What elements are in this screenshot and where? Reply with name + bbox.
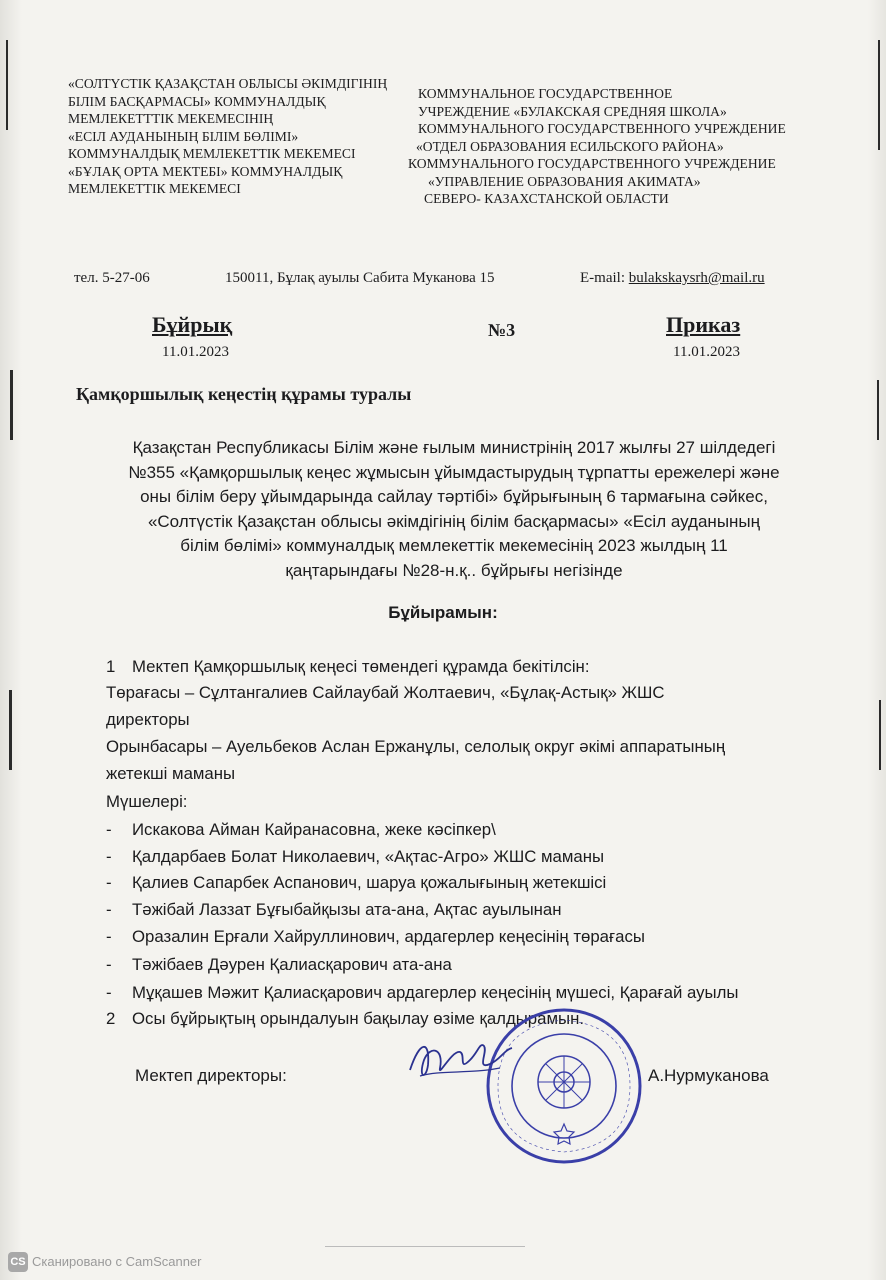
- order-subject: Қамқоршылық кеңестің құрамы туралы: [76, 384, 412, 404]
- header-line: КОММУНАЛДЫҚ МЕМЛЕКЕТТІК МЕКЕМЕСІ: [68, 146, 356, 161]
- header-line: СЕВЕРО- КАЗАХСТАНСКОЙ ОБЛАСТИ: [424, 191, 669, 206]
- scan-artifact: [10, 370, 13, 440]
- email-label: E-mail:: [580, 270, 629, 286]
- header-line: «СОЛТҮСТІК ҚАЗАҚСТАН ОБЛЫСЫ ӘКІМДІГІНІҢ: [68, 76, 388, 91]
- preamble-line: «Солтүстік Қазақстан облысы әкімдігінің білім басқармасы» «Есіл ауданының: [147, 511, 761, 531]
- member-text: Оразалин Ерғали Хайруллинович, ардагерлер кеңесінің төрағасы: [132, 927, 645, 946]
- chair-line: директоры: [106, 710, 190, 729]
- order-title-kazakh: Бұйрық: [152, 312, 233, 337]
- dash-bullet: -: [106, 983, 112, 1002]
- deputy-line: Орынбасары – Ауельбеков Аслан Ержанұлы, селолық округ әкімі аппаратының: [106, 737, 726, 756]
- scan-artifact: [879, 700, 881, 770]
- preamble-line: білім бөлімі» коммуналдық мемлекеттік мекемесінің 2023 жылдың 11: [180, 536, 728, 556]
- header-line: МЕМЛЕКЕТТІК МЕКЕМЕСІ: [68, 181, 241, 196]
- preamble-line: қаңтарындағы №28-н.қ.. бұйрығы негізінде: [285, 560, 623, 580]
- camscanner-watermark: Сканировано с CamScanner: [32, 1254, 202, 1269]
- member-text: Мұқашев Мәжит Қалиасқарович ардагерлер кеңесінің мүшесі, Қарағай ауылы: [132, 983, 739, 1002]
- header-line: КОММУНАЛЬНОЕ ГОСУДАРСТВЕННОЕ: [418, 86, 673, 101]
- order-title-russian: Приказ: [666, 312, 741, 337]
- camscanner-logo-icon: CS: [8, 1252, 28, 1272]
- chair-line: Төрағасы – Сұлтангалиев Сайлаубай Жолтаевич, «Бұлақ-Астық» ЖШС: [106, 683, 665, 702]
- header-line: «БҰЛАҚ ОРТА МЕКТЕБІ» КОММУНАЛДЫҚ: [68, 163, 343, 179]
- scan-right-edge: [868, 0, 886, 1280]
- member-text: Тәжібаев Дәурен Қалиасқарович ата-ана: [132, 955, 452, 974]
- scan-bottom-line: [325, 1246, 525, 1247]
- dash-bullet: -: [106, 820, 112, 839]
- seal-star-icon: [554, 1124, 574, 1144]
- header-line: БІЛІМ БАСҚАРМАСЫ» КОММУНАЛДЫҚ: [68, 93, 326, 109]
- item-text: Мектеп Қамқоршылық кеңесі төмендегі құрамда бекітілсін:: [132, 657, 590, 676]
- scan-left-edge: [0, 0, 22, 1280]
- dash-bullet: -: [106, 900, 112, 919]
- deputy-line: жетекші маманы: [106, 764, 236, 783]
- scan-artifact: [878, 40, 880, 150]
- scan-artifact: [6, 40, 8, 130]
- order-date-kazakh: 11.01.2023: [162, 344, 229, 360]
- scan-artifact: [9, 690, 12, 770]
- header-line: МЕМЛЕКЕТТТІК МЕКЕМЕСІНІҢ: [68, 111, 274, 126]
- preamble-line: Қазақстан Республикасы Білім және ғылым министрінің 2017 жылғы 27 шілдедегі: [132, 438, 776, 457]
- header-line: «УПРАВЛЕНИЕ ОБРАЗОВАНИЯ АКИМАТА»: [428, 173, 701, 189]
- contact-address: 150011, Бұлақ ауылы Сабита Муканова 15: [225, 270, 495, 286]
- header-kazakh-org: [68, 75, 387, 198]
- header-line: КОММУНАЛЬНОГО ГОСУДАРСТВЕННОГО УЧРЕЖДЕНИЕ: [418, 121, 786, 136]
- members-label: Мүшелері:: [106, 792, 188, 811]
- header-line: «ЕСІЛ АУДАНЫНЫҢ БІЛІМ БӨЛІМІ»: [68, 128, 299, 144]
- member-text: Қалдарбаев Болат Николаевич, «Ақтас-Агро» ЖШС маманы: [132, 847, 605, 866]
- preamble-line: №355 «Қамқоршылық кеңес жұмысын ұйымдастырудың тұрпатты ережелері және: [128, 462, 780, 482]
- preamble-paragraph: [86, 436, 822, 584]
- header-line: УЧРЕЖДЕНИЕ «БУЛАКСКАЯ СРЕДНЯЯ ШКОЛА»: [418, 103, 727, 119]
- member-text: Тәжібай Лаззат Бұғыбайқызы ата-ана, Ақтас ауылынан: [132, 900, 562, 919]
- header-line: «ОТДЕЛ ОБРАЗОВАНИЯ ЕСИЛЬСКОГО РАЙОНА»: [416, 138, 724, 154]
- member-text: Искакова Айман Кайранасовна, жеке кәсіпкер\: [132, 820, 496, 839]
- member-text: Қалиев Сапарбек Аспанович, шаруа қожалығының жетекшісі: [132, 873, 607, 892]
- contact-phone: тел. 5-27-06: [74, 270, 150, 286]
- item-number: 1: [106, 657, 116, 676]
- dash-bullet: -: [106, 847, 112, 866]
- order-date-russian: 11.01.2023: [673, 344, 740, 360]
- header-line: КОММУНАЛЬНОГО ГОСУДАРСТВЕННОГО УЧРЕЖДЕНИЕ: [408, 156, 776, 171]
- command-heading: Бұйырамын:: [388, 603, 498, 622]
- director-label: Мектеп директоры:: [135, 1066, 287, 1085]
- item-number: 2: [106, 1009, 116, 1028]
- preamble-line: оны білім беру ұйымдарында сайлау тәртібі» бұйрығының 6 тармағына сәйкес,: [140, 487, 768, 507]
- header-russian-org: [408, 85, 786, 208]
- dash-bullet: -: [106, 873, 112, 892]
- signature-stroke: [410, 1045, 512, 1075]
- dash-bullet: -: [106, 927, 112, 946]
- item-1: [106, 657, 590, 677]
- contact-email: [580, 270, 765, 287]
- item-text: Осы бұйрықтың орындалуын бақылау өзіме қалдырамын.: [132, 1009, 585, 1028]
- dash-bullet: -: [106, 955, 112, 974]
- signature-underline: [420, 1068, 500, 1076]
- scan-artifact: [877, 380, 879, 440]
- director-name: А.Нурмуканова: [648, 1066, 769, 1085]
- email-link[interactable]: bulakskaysrh@mail.ru: [628, 270, 765, 286]
- director-signature: [400, 1030, 520, 1090]
- order-number: №3: [488, 320, 516, 340]
